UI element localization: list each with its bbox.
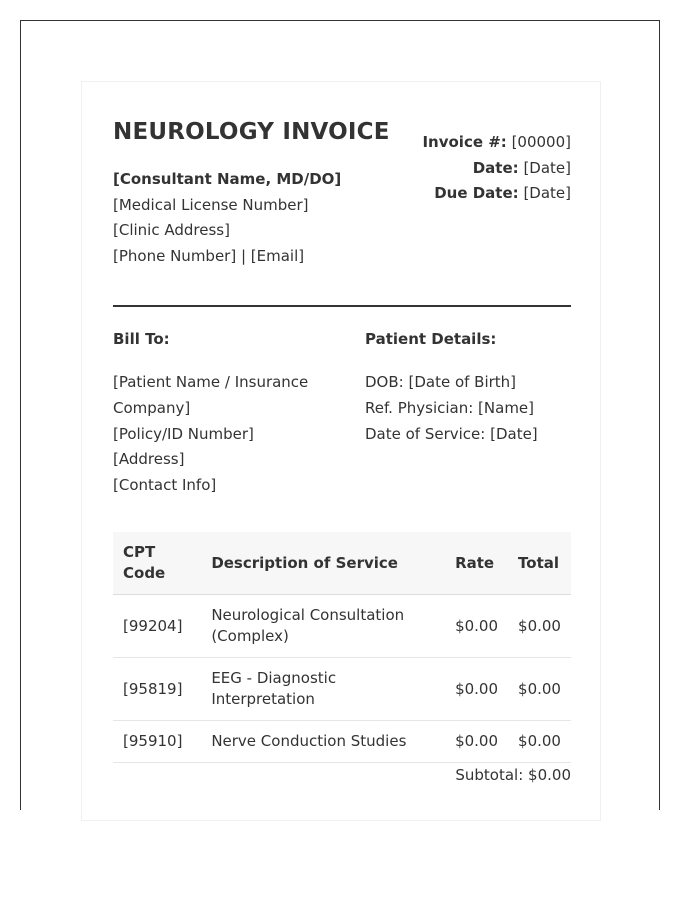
header-cpt-code: CPT Code [113, 532, 201, 595]
table-header-row [113, 532, 571, 595]
patient-detail-line: DOB: [Date of Birth] [365, 373, 517, 391]
header-total: Total [508, 532, 571, 595]
table-row [113, 658, 571, 721]
bill-to-heading: Bill To: [113, 330, 170, 348]
subtotal: Subtotal: $0.00 [455, 766, 571, 784]
patient-details-block [365, 370, 571, 447]
patient-detail-line: Date of Service: [Date] [365, 424, 538, 443]
cpt-code-cell: [95910] [113, 721, 201, 763]
invoice-title: NEUROLOGY INVOICE [113, 119, 390, 145]
invoice-due-date [422, 181, 571, 207]
invoice-document [81, 81, 601, 821]
description-cell: Neurological Consultation (Complex) [201, 595, 445, 658]
description-cell: EEG - Diagnostic Interpretation [201, 658, 445, 721]
consultant-name: [Consultant Name, MD/DO] [113, 170, 342, 188]
header-description: Description of Service [201, 532, 445, 595]
bill-to-line: [Policy/ID Number] [113, 424, 254, 443]
invoice-meta [422, 130, 571, 207]
header-divider [113, 305, 571, 307]
rate-cell: $0.00 [445, 721, 508, 763]
bill-to-line: [Address] [113, 450, 185, 469]
table-row [113, 721, 571, 763]
total-cell: $0.00 [508, 595, 571, 658]
rate-cell: $0.00 [445, 595, 508, 658]
consultant-contact: [Phone Number] | [Email] [113, 246, 305, 265]
description-cell: Nerve Conduction Studies [201, 721, 445, 763]
total-cell: $0.00 [508, 721, 571, 763]
invoice-due-date-value: [Date] [523, 184, 571, 203]
total-cell: $0.00 [508, 658, 571, 721]
invoice-due-date-label: Due Date: [434, 184, 519, 203]
bill-to-line: [Contact Info] [113, 476, 217, 495]
rate-cell: $0.00 [445, 658, 508, 721]
invoice-number [422, 130, 571, 156]
invoice-date [422, 156, 571, 182]
consultant-license: [Medical License Number] [113, 195, 309, 214]
bill-to-block [113, 370, 333, 499]
patient-details-heading: Patient Details: [365, 330, 497, 348]
services-table [113, 532, 571, 763]
cpt-code-cell: [95819] [113, 658, 201, 721]
consultant-address: [Clinic Address] [113, 221, 230, 240]
consultant-block [113, 167, 341, 269]
table-row [113, 595, 571, 658]
cpt-code-cell: [99204] [113, 595, 201, 658]
header-rate: Rate [445, 532, 508, 595]
invoice-date-value: [Date] [523, 158, 571, 177]
invoice-date-label: Date: [472, 158, 519, 177]
invoice-number-label: Invoice #: [422, 133, 507, 151]
bill-to-line: [Patient Name / Insurance Company] [113, 373, 309, 417]
patient-detail-line: Ref. Physician: [Name] [365, 398, 535, 417]
invoice-number-value: [00000] [511, 133, 571, 151]
